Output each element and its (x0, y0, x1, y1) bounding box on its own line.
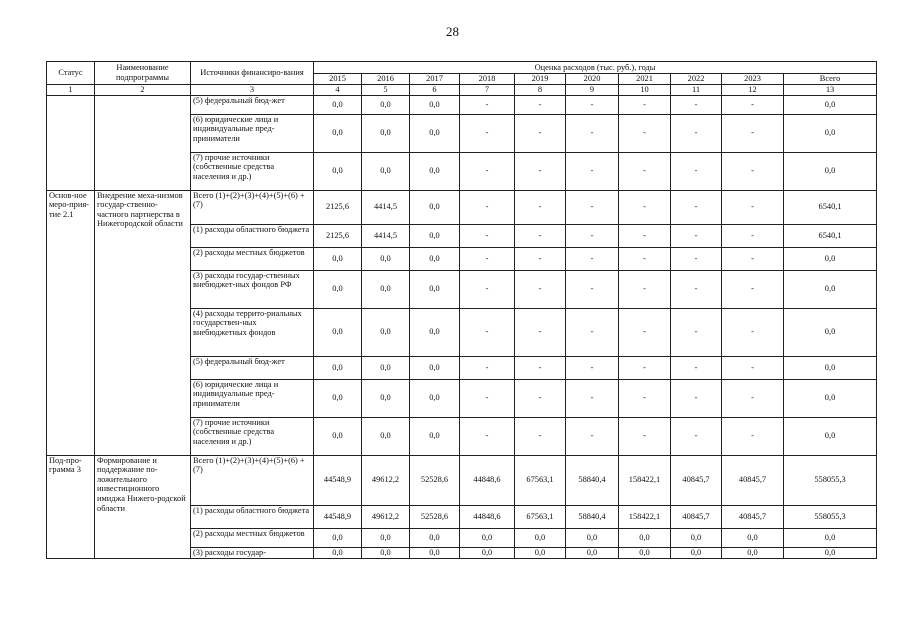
value-cell: 0,0 (410, 528, 460, 547)
value-cell: 0,0 (410, 190, 460, 224)
value-cell: - (566, 95, 619, 114)
value-cell: 558055,3 (784, 455, 877, 505)
value-cell: 2125,6 (314, 190, 362, 224)
value-cell: 40845,7 (722, 505, 784, 528)
value-cell: 0,0 (362, 152, 410, 190)
value-cell: - (515, 270, 566, 308)
value-cell: 58840,4 (566, 455, 619, 505)
source-cell: (3) расходы государ-ственных внебюджет-ных фондов РФ (191, 270, 314, 308)
table-row (47, 95, 877, 114)
value-cell: 0,0 (784, 547, 877, 558)
value-cell: - (671, 379, 722, 417)
value-cell: - (722, 270, 784, 308)
value-cell: 158422,1 (619, 455, 671, 505)
status-cell (47, 95, 95, 190)
value-cell: 0,0 (722, 528, 784, 547)
column-number: 6 (410, 85, 460, 96)
value-cell: - (671, 356, 722, 379)
value-cell: 0,0 (362, 356, 410, 379)
value-cell: 0,0 (314, 270, 362, 308)
value-cell: - (671, 270, 722, 308)
value-cell: 0,0 (362, 528, 410, 547)
value-cell: 0,0 (314, 247, 362, 270)
value-cell: - (515, 152, 566, 190)
value-cell: - (671, 114, 722, 152)
source-cell: (2) расходы местных бюджетов (191, 528, 314, 547)
column-number: 2 (95, 85, 191, 96)
value-cell: 558055,3 (784, 505, 877, 528)
value-cell: 0,0 (314, 356, 362, 379)
value-cell: 0,0 (784, 114, 877, 152)
value-cell: 0,0 (314, 308, 362, 356)
value-cell: 0,0 (314, 152, 362, 190)
column-number: 12 (722, 85, 784, 96)
value-cell: 0,0 (362, 547, 410, 558)
value-cell: - (566, 417, 619, 455)
budget-table (46, 61, 877, 559)
value-cell: - (460, 95, 515, 114)
value-cell: 40845,7 (671, 505, 722, 528)
value-cell: - (671, 308, 722, 356)
value-cell: - (671, 224, 722, 247)
value-cell: 0,0 (784, 528, 877, 547)
value-cell: - (671, 247, 722, 270)
column-number: 1 (47, 85, 95, 96)
value-cell: 0,0 (460, 528, 515, 547)
value-cell: 0,0 (410, 547, 460, 558)
value-cell: 0,0 (784, 95, 877, 114)
value-cell: 0,0 (362, 270, 410, 308)
value-cell: 44548,9 (314, 455, 362, 505)
value-cell: 0,0 (410, 356, 460, 379)
value-cell: - (460, 247, 515, 270)
value-cell: - (566, 270, 619, 308)
value-cell: 0,0 (410, 379, 460, 417)
subprogram-name-cell: Формирование и поддержание по-ложительного инвестиционного имиджа Нижего-родской области (95, 455, 191, 558)
value-cell: - (460, 114, 515, 152)
value-cell: - (566, 379, 619, 417)
value-cell: - (460, 417, 515, 455)
value-cell: - (619, 308, 671, 356)
value-cell: 49612,2 (362, 505, 410, 528)
value-cell: 0,0 (671, 547, 722, 558)
value-cell: 6540,1 (784, 224, 877, 247)
value-cell: 44848,6 (460, 505, 515, 528)
value-cell: - (566, 308, 619, 356)
source-cell: (1) расходы областного бюджета (191, 224, 314, 247)
value-cell: 0,0 (410, 114, 460, 152)
value-cell: 40845,7 (671, 455, 722, 505)
value-cell: 0,0 (314, 547, 362, 558)
value-cell: 0,0 (362, 308, 410, 356)
value-cell: - (671, 417, 722, 455)
value-cell: 0,0 (619, 547, 671, 558)
value-cell: 0,0 (314, 528, 362, 547)
value-cell: 44548,9 (314, 505, 362, 528)
value-cell: - (515, 224, 566, 247)
header-year: 2018 (460, 74, 515, 85)
value-cell: 0,0 (362, 95, 410, 114)
source-cell: (2) расходы местных бюджетов (191, 247, 314, 270)
value-cell: - (619, 356, 671, 379)
value-cell: - (619, 190, 671, 224)
source-cell: (4) расходы террито-риальных государствен-ных внебюджетных фондов (191, 308, 314, 356)
header-year: 2021 (619, 74, 671, 85)
value-cell: 0,0 (410, 247, 460, 270)
header-sources: Источники финансиро-вания (191, 62, 314, 85)
value-cell: - (671, 190, 722, 224)
value-cell: 0,0 (722, 547, 784, 558)
value-cell: 0,0 (362, 417, 410, 455)
value-cell: 0,0 (314, 417, 362, 455)
value-cell: - (619, 417, 671, 455)
value-cell: - (671, 95, 722, 114)
value-cell: 40845,7 (722, 455, 784, 505)
value-cell: - (460, 190, 515, 224)
column-number: 8 (515, 85, 566, 96)
value-cell: 0,0 (410, 308, 460, 356)
value-cell: 0,0 (362, 114, 410, 152)
source-cell: (5) федеральный бюд-жет (191, 95, 314, 114)
header-year: 2022 (671, 74, 722, 85)
header-year: Всего (784, 74, 877, 85)
value-cell: 0,0 (515, 528, 566, 547)
value-cell: 158422,1 (619, 505, 671, 528)
value-cell: - (515, 95, 566, 114)
source-cell: (7) прочие источники (собственные средства населения и др.) (191, 417, 314, 455)
value-cell: 44848,6 (460, 455, 515, 505)
header-estimate: Оценка расходов (тыс. руб.), годы (314, 62, 877, 74)
value-cell: 67563,1 (515, 505, 566, 528)
source-cell: (1) расходы областного бюджета (191, 505, 314, 528)
value-cell: - (722, 356, 784, 379)
header-year: 2023 (722, 74, 784, 85)
value-cell: - (515, 356, 566, 379)
value-cell: - (619, 379, 671, 417)
value-cell: - (722, 417, 784, 455)
value-cell: 0,0 (619, 528, 671, 547)
value-cell: - (722, 95, 784, 114)
value-cell: 0,0 (410, 224, 460, 247)
value-cell: 0,0 (410, 152, 460, 190)
value-cell: 0,0 (784, 247, 877, 270)
value-cell: - (460, 270, 515, 308)
value-cell: - (566, 114, 619, 152)
value-cell: 0,0 (410, 417, 460, 455)
value-cell: 0,0 (784, 152, 877, 190)
header-year: 2020 (566, 74, 619, 85)
value-cell: 0,0 (784, 356, 877, 379)
header-year: 2017 (410, 74, 460, 85)
column-number: 11 (671, 85, 722, 96)
source-cell: Всего (1)+(2)+(3)+(4)+(5)+(6) +(7) (191, 190, 314, 224)
value-cell: 6540,1 (784, 190, 877, 224)
value-cell: - (460, 308, 515, 356)
value-cell: 0,0 (784, 270, 877, 308)
value-cell: - (566, 247, 619, 270)
column-number-row (47, 85, 877, 96)
column-number: 4 (314, 85, 362, 96)
status-cell: Под-про-грамма 3 (47, 455, 95, 558)
source-cell: (7) прочие источники (собственные средства населения и др.) (191, 152, 314, 190)
value-cell: - (515, 247, 566, 270)
header-year: 2016 (362, 74, 410, 85)
value-cell: - (722, 190, 784, 224)
value-cell: 0,0 (784, 417, 877, 455)
value-cell: 0,0 (314, 379, 362, 417)
value-cell: 0,0 (784, 379, 877, 417)
value-cell: - (722, 224, 784, 247)
value-cell: - (619, 114, 671, 152)
value-cell: - (460, 379, 515, 417)
header-year: 2015 (314, 74, 362, 85)
value-cell: 0,0 (410, 270, 460, 308)
value-cell: 0,0 (460, 547, 515, 558)
value-cell: 0,0 (566, 528, 619, 547)
value-cell: - (619, 95, 671, 114)
value-cell: - (722, 379, 784, 417)
value-cell: - (566, 224, 619, 247)
value-cell: 0,0 (314, 95, 362, 114)
page-number: 28 (446, 24, 459, 39)
header-year: 2019 (515, 74, 566, 85)
source-cell: (3) расходы государ- (191, 547, 314, 558)
table-row (47, 190, 877, 224)
value-cell: 67563,1 (515, 455, 566, 505)
value-cell: 0,0 (314, 114, 362, 152)
value-cell: - (566, 152, 619, 190)
column-number: 5 (362, 85, 410, 96)
value-cell: 52528,6 (410, 455, 460, 505)
subprogram-name-cell (95, 95, 191, 190)
value-cell: - (460, 224, 515, 247)
column-number: 7 (460, 85, 515, 96)
value-cell: 4414,5 (362, 190, 410, 224)
value-cell: 2125,6 (314, 224, 362, 247)
value-cell: 52528,6 (410, 505, 460, 528)
value-cell: - (566, 190, 619, 224)
source-cell: (6) юридические лица и индивидуальные пред-приниматели (191, 379, 314, 417)
value-cell: - (671, 152, 722, 190)
value-cell: - (619, 152, 671, 190)
source-cell: Всего (1)+(2)+(3)+(4)+(5)+(6) +(7) (191, 455, 314, 505)
value-cell: - (515, 114, 566, 152)
value-cell: - (722, 247, 784, 270)
value-cell: 4414,5 (362, 224, 410, 247)
value-cell: 0,0 (671, 528, 722, 547)
value-cell: 0,0 (362, 379, 410, 417)
value-cell: - (515, 190, 566, 224)
value-cell: - (722, 114, 784, 152)
value-cell: - (722, 152, 784, 190)
value-cell: - (619, 247, 671, 270)
table-row (47, 455, 877, 505)
value-cell: - (515, 379, 566, 417)
value-cell: - (619, 270, 671, 308)
value-cell: 0,0 (515, 547, 566, 558)
value-cell: - (722, 308, 784, 356)
value-cell: 0,0 (410, 95, 460, 114)
column-number: 3 (191, 85, 314, 96)
value-cell: 0,0 (784, 308, 877, 356)
value-cell: - (619, 224, 671, 247)
value-cell: - (460, 152, 515, 190)
column-number: 10 (619, 85, 671, 96)
column-number: 9 (566, 85, 619, 96)
status-cell: Основ-ное меро-прия-тие 2.1 (47, 190, 95, 455)
value-cell: - (515, 417, 566, 455)
value-cell: - (460, 356, 515, 379)
header-subprogram: Наименование подпрограммы (95, 62, 191, 85)
source-cell: (6) юридические лица и индивидуальные пред-приниматели (191, 114, 314, 152)
source-cell: (5) федеральный бюд-жет (191, 356, 314, 379)
value-cell: - (566, 356, 619, 379)
value-cell: 58840,4 (566, 505, 619, 528)
subprogram-name-cell: Внедрение меха-низмов государ-ственно-частного партнерства в Нижегородской области (95, 190, 191, 455)
value-cell: - (515, 308, 566, 356)
header-status: Статус (47, 62, 95, 85)
value-cell: 49612,2 (362, 455, 410, 505)
header-row (47, 62, 877, 74)
value-cell: 0,0 (362, 247, 410, 270)
column-number: 13 (784, 85, 877, 96)
value-cell: 0,0 (566, 547, 619, 558)
